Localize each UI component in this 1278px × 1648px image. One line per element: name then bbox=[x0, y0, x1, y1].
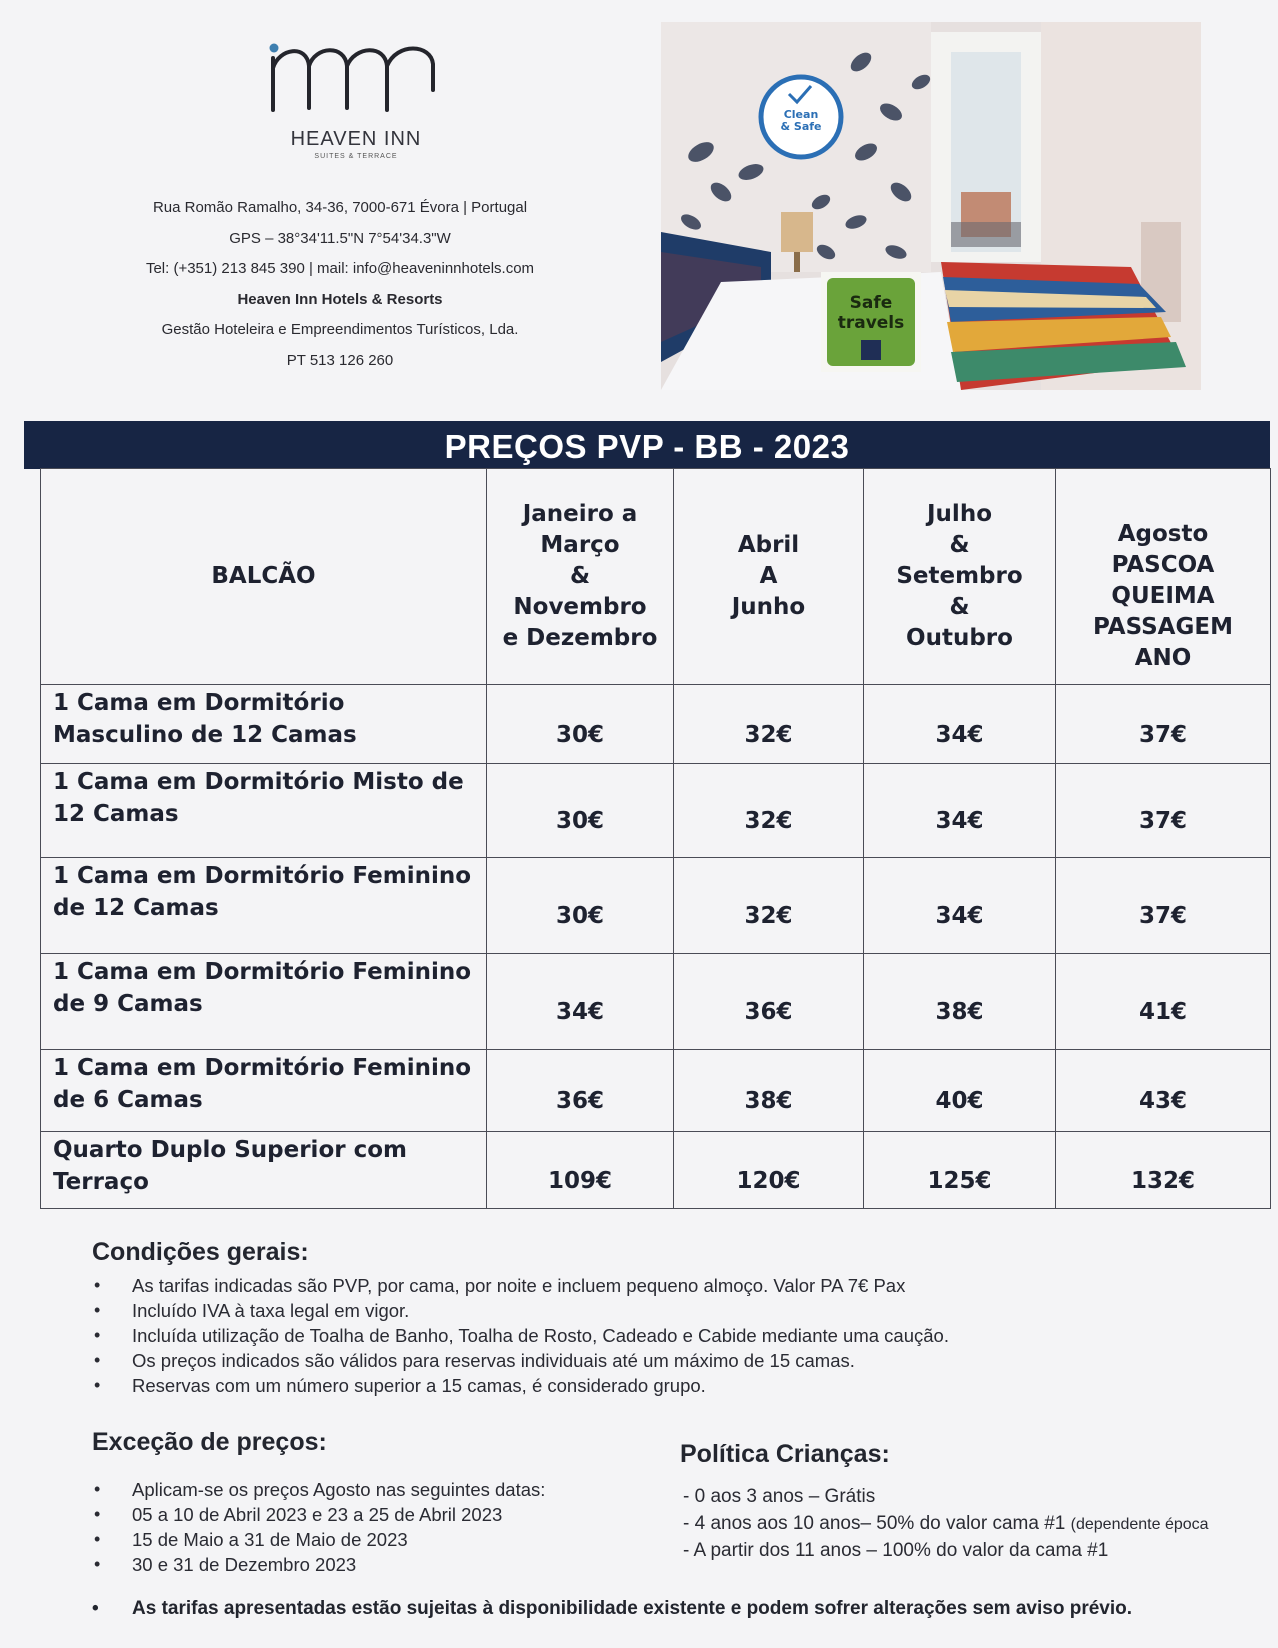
header-period: Janeiro a Março & Novembro e Dezembro bbox=[487, 469, 674, 685]
room-type-cell: Quarto Duplo Superior com Terraço bbox=[41, 1132, 487, 1209]
price-cell: 37€ bbox=[1056, 858, 1271, 954]
list-item: • 15 de Maio a 31 de Maio de 2023 bbox=[92, 1527, 545, 1552]
room-type-cell: 1 Cama em Dormitório Feminino de 9 Camas bbox=[41, 954, 487, 1050]
children-policy-line: - 0 aos 3 anos – Grátis bbox=[683, 1486, 876, 1507]
room-type-cell: 1 Cama em Dormitório Feminino de 12 Camas bbox=[41, 858, 487, 954]
list-item: • Aplicam-se os preços Agosto nas seguintes datas: bbox=[92, 1477, 545, 1502]
price-cell: 30€ bbox=[487, 685, 674, 764]
price-cell: 38€ bbox=[674, 1050, 864, 1132]
price-cell: 120€ bbox=[674, 1132, 864, 1209]
list-item: • 05 a 10 de Abril 2023 e 23 a 25 de Abril 2023 bbox=[92, 1502, 545, 1527]
bullet-icon: • bbox=[92, 1598, 99, 1619]
header-period: Abril A Junho bbox=[674, 469, 864, 685]
price-cell: 37€ bbox=[1056, 764, 1271, 858]
list-item: • Reservas com um número superior a 15 camas, é considerado grupo. bbox=[92, 1373, 949, 1398]
room-type-cell: 1 Cama em Dormitório Masculino de 12 Camas bbox=[41, 685, 487, 764]
company-name: Heaven Inn Hotels & Resorts bbox=[237, 290, 443, 308]
list-item: • Os preços indicados são válidos para reservas individuais até um máximo de 15 camas. bbox=[92, 1348, 949, 1373]
gps-coordinates: GPS – 38°34'11.5"N 7°54'34.3"W bbox=[229, 229, 451, 247]
management-line: Gestão Hoteleira e Empreendimentos Turísticos, Lda. bbox=[161, 321, 519, 338]
price-cell: 41€ bbox=[1056, 954, 1271, 1050]
price-table-title: PREÇOS PVP - BB - 2023 bbox=[24, 421, 1270, 469]
street-address: Rua Romão Ramalho, 34-36, 7000-671 Évora | Portugal bbox=[152, 199, 528, 216]
safe-badge-text-1: Safe bbox=[849, 293, 893, 313]
children-policy-line: - A partir dos 11 anos – 100% do valor da cama #1 bbox=[683, 1540, 1109, 1561]
list-item: • 30 e 31 de Dezembro 2023 bbox=[92, 1552, 545, 1577]
clean-badge-text-1: Clean bbox=[783, 108, 819, 121]
table-row bbox=[41, 764, 1271, 858]
header-room-type: BALCÃO bbox=[41, 469, 487, 685]
price-cell: 40€ bbox=[864, 1050, 1056, 1132]
price-cell: 30€ bbox=[487, 764, 674, 858]
price-cell: 125€ bbox=[864, 1132, 1056, 1209]
children-policy bbox=[683, 1483, 1209, 1564]
brand-name: HEAVEN INN bbox=[290, 128, 422, 150]
price-cell: 38€ bbox=[864, 954, 1056, 1050]
address-block bbox=[95, 193, 585, 376]
price-cell: 34€ bbox=[864, 764, 1056, 858]
price-cell: 37€ bbox=[1056, 685, 1271, 764]
safe-badge-text-2: travels bbox=[837, 313, 905, 333]
children-policy-line: - 4 anos aos 10 anos– 50% do valor cama #1 (dependente época bbox=[683, 1513, 1209, 1534]
price-cell: 34€ bbox=[864, 685, 1056, 764]
exceptions-list bbox=[92, 1477, 545, 1577]
heaven-inn-logo bbox=[265, 40, 445, 120]
price-cell: 36€ bbox=[487, 1050, 674, 1132]
conditions-heading: Condições gerais: bbox=[92, 1238, 309, 1266]
room-type-cell: 1 Cama em Dormitório Feminino de 6 Camas bbox=[41, 1050, 487, 1132]
price-cell: 34€ bbox=[487, 954, 674, 1050]
price-cell: 32€ bbox=[674, 685, 864, 764]
price-cell: 32€ bbox=[674, 858, 864, 954]
footer-note: • As tarifas apresentadas estão sujeitas à disponibilidade existente e podem sofrer alterações sem aviso prévio. bbox=[92, 1598, 1133, 1619]
header-period: Julho & Setembro & Outubro bbox=[864, 469, 1056, 685]
brand-subtitle: SUITES & TERRACE bbox=[314, 153, 398, 160]
header-period: Agosto PASCOA QUEIMA PASSAGEM ANO bbox=[1056, 469, 1271, 685]
price-cell: 109€ bbox=[487, 1132, 674, 1209]
room-photo bbox=[661, 22, 1201, 390]
room-type-cell: 1 Cama em Dormitório Misto de 12 Camas bbox=[41, 764, 487, 858]
price-cell: 34€ bbox=[864, 858, 1056, 954]
table-row bbox=[41, 858, 1271, 954]
price-cell: 43€ bbox=[1056, 1050, 1271, 1132]
price-table bbox=[40, 468, 1271, 1209]
exceptions-heading: Exceção de preços: bbox=[92, 1428, 327, 1456]
table-row bbox=[41, 685, 1271, 764]
price-cell: 132€ bbox=[1056, 1132, 1271, 1209]
price-cell: 30€ bbox=[487, 858, 674, 954]
price-cell: 36€ bbox=[674, 954, 864, 1050]
contact-line: Tel: (+351) 213 845 390 | mail: info@heaveninnhotels.com bbox=[145, 260, 535, 277]
children-policy-heading: Política Crianças: bbox=[680, 1440, 890, 1468]
table-row bbox=[41, 1050, 1271, 1132]
vat-number: PT 513 126 260 bbox=[286, 351, 394, 369]
clean-badge-text-2: & Safe bbox=[780, 120, 822, 133]
price-cell: 32€ bbox=[674, 764, 864, 858]
list-item: • Incluída utilização de Toalha de Banho, Toalha de Rosto, Cadeado e Cabide mediante uma caução. bbox=[92, 1323, 949, 1348]
table-header-row bbox=[41, 469, 1271, 685]
conditions-list bbox=[92, 1273, 949, 1398]
table-row bbox=[41, 1132, 1271, 1209]
table-row bbox=[41, 954, 1271, 1050]
list-item: • Incluído IVA à taxa legal em vigor. bbox=[92, 1298, 949, 1323]
list-item: • As tarifas indicadas são PVP, por cama, por noite e incluem pequeno almoço. Valor PA 7€ Pax bbox=[92, 1273, 949, 1298]
